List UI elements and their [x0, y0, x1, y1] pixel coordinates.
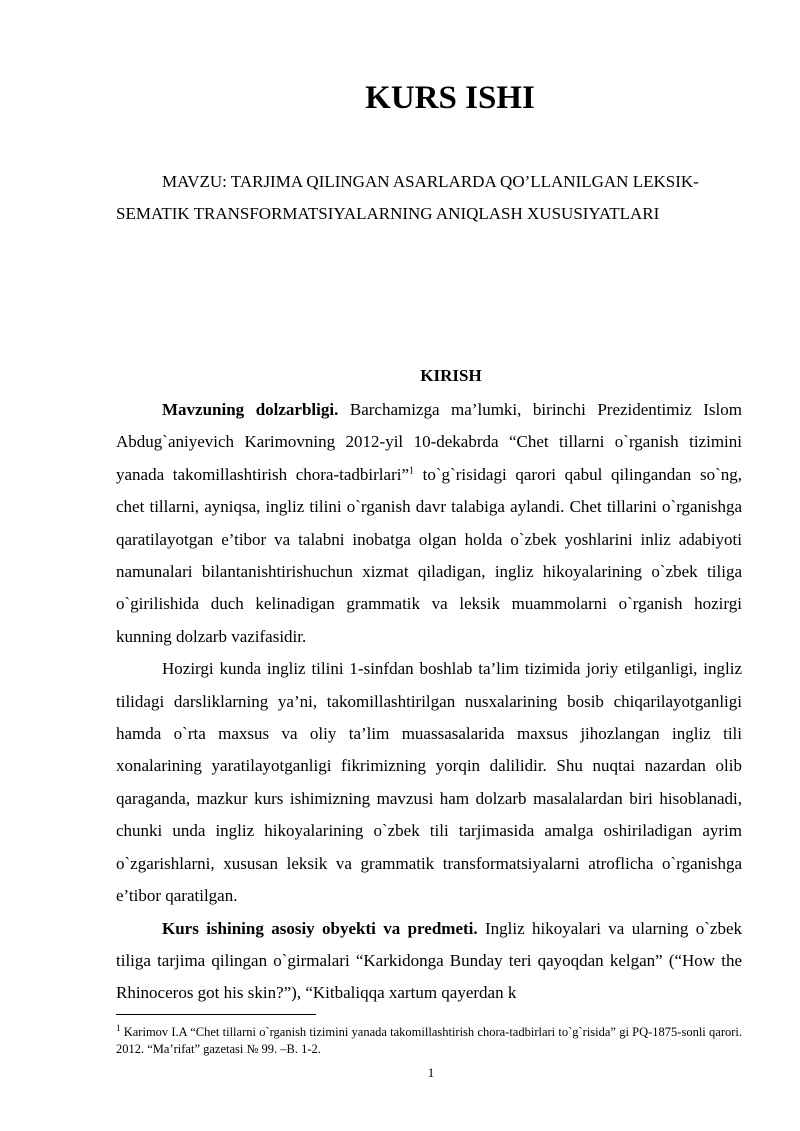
paragraph-text: Barchamizga ma’lumki, birinchi Prezidentimiz Islom Abdug`aniyevich Karimovning 2012-yil 10-dekabrda “Chet tillarni o`rganish tizimini yanada takomillashtirish chora-tadbirlari” — [116, 400, 742, 484]
paragraph-relevance — [116, 394, 742, 653]
footnote-number: 1 — [116, 1023, 121, 1033]
topic-heading — [116, 166, 756, 230]
paragraph-text: to`g`risidagi qarori qabul qilingandan so`ng, chet tillarni, ayniqsa, ingliz tilini o`rganish davr talabiga aylandi. Chet tillarini o`rganishga qaratilayotgan e’tibor va talabni inobatga olgan holda o`zbek yoshlarini inliz adabiyoti namunalari bilantanishtirishuchun xizmat qiladigan, ingliz hikoyalarining o`zbek tiliga o`girilishida duch kelinadigan grammatik va leksik muammolarni o`rganish hozirgi kunning dolzarb vazifasidir. — [116, 464, 742, 646]
topic-text: MAVZU: TARJIMA QILINGAN ASARLARDA QO’LLANILGAN LEKSIK-SEMATIK TRANSFORMATSIYALARNING ANIQLASH XUSUSIYATLARI — [116, 172, 699, 223]
footnote-text: Karimov I.A “Chet tillarni o`rganish tizimini yanada takomillashtirish chora-tadbirlari to`g`risida” gi PQ-1875-sonli qarori. 2012. “Ma’rifat” gazetasi № 99. –B. 1-2. — [116, 1025, 742, 1057]
document-title: KURS ISHI — [365, 80, 535, 116]
paragraph-text: Ingliz hikoyalari va ularning o`zbek tiliga tarjima qilingan o`girmalari “Karkidonga Bunday teri qayoqdan kelgan” (“How the Rhinoceros got his skin?”), “Kitbaliqqa xartum qayerdan k — [116, 918, 742, 1003]
paragraph-object — [116, 913, 742, 1010]
footnote-reference: 1 — [409, 465, 414, 477]
section-heading: KIRISH — [420, 366, 482, 385]
paragraph-context: Hozirgi kunda ingliz tilini 1-sinfdan boshlab ta’lim tizimida joriy etilganligi, ingliz tilidagi darsliklarning ya’ni, takomillashtirilgan nusxalarining bosib chiqarilayotganligi hamda o`rta maxsus va oliy ta’lim muassasalarida maxsus jihozlangan ingliz tili xonalarining yaratilayotganligi fikrimizning yorqin dalilidir. Shu nuqtai nazardan olib qaraganda, mazkur kurs ishimizning mavzusi ham dolzarb masalalardan biri hisoblanadi, chunki unda ingliz hikoyalarining o`zbek tili tarjimasida amalga oshiriladigan ayrim o`zgarishlarni, xususan leksik va grammatik transformatsiyalarni atroflicha o`rganishga e’tibor qaratilgan. — [116, 659, 742, 906]
body-text — [116, 394, 742, 1010]
paragraph-lead: Mavzuning dolzarbligi. — [162, 400, 339, 419]
page-number: 1 — [427, 1065, 435, 1080]
footnote-divider — [116, 1014, 316, 1015]
footnote — [116, 1020, 742, 1058]
paragraph-lead: Kurs ishining asosiy obyekti va predmeti. — [162, 918, 478, 938]
